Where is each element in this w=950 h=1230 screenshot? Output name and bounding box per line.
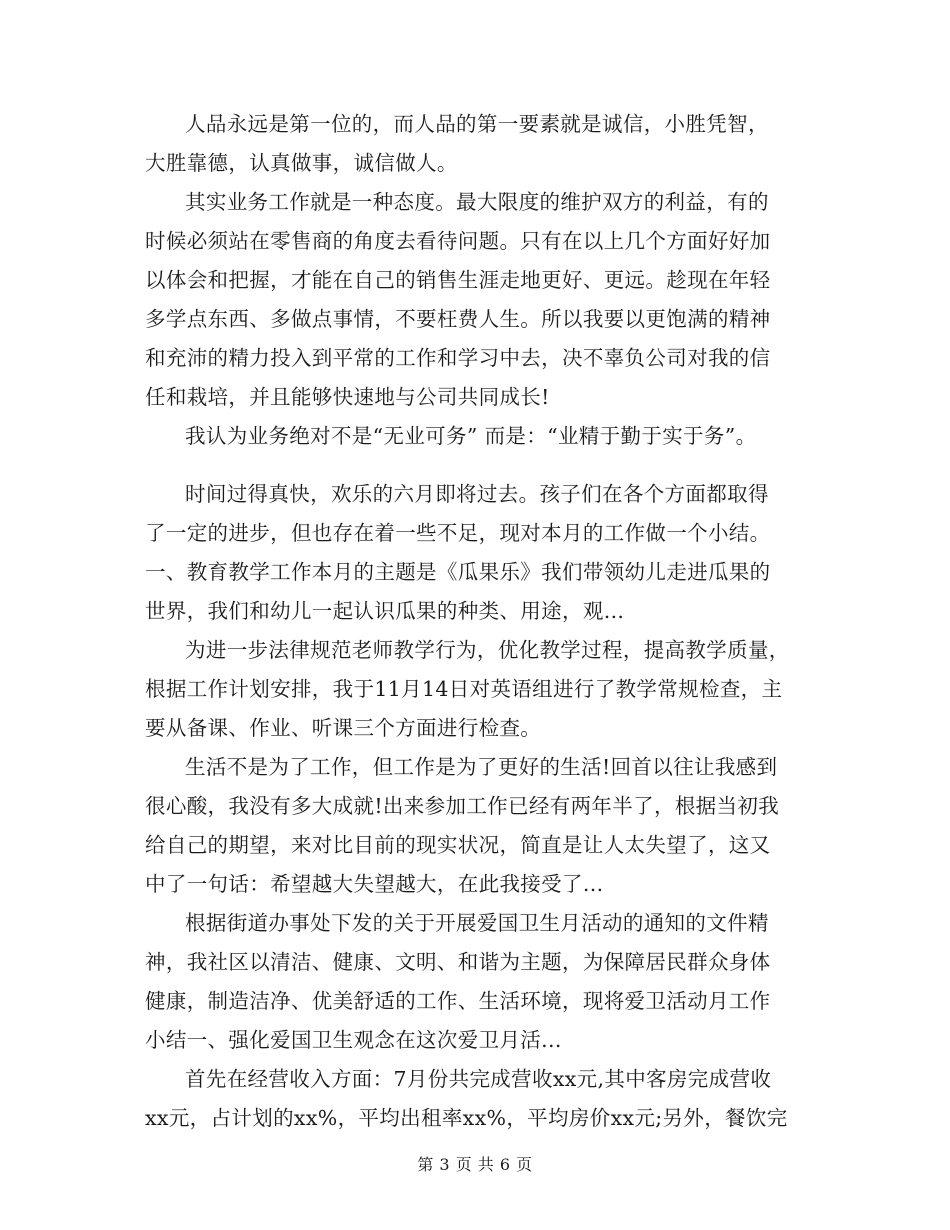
text-line: 首先在经营收入方面：7月份共完成营收xx元,其中客房完成营收 bbox=[185, 1067, 772, 1091]
text-line: 生活不是为了工作，但工作是为了更好的生活!回首以往让我感到 bbox=[185, 755, 778, 779]
text-line: 为进一步法律规范老师教学行为，优化教学过程，提高教学质量， bbox=[185, 638, 790, 662]
text-line: 了一定的进步，但也存在着一些不足，现对本月的工作做一个小结。 bbox=[145, 521, 771, 545]
text-line: 一、教育教学工作本月的主题是《瓜果乐》我们带领幼儿走进瓜果的 bbox=[145, 560, 771, 584]
text-line: 我认为业务绝对不是“无业可务” 而是：“业精于勤于实于务”。 bbox=[185, 424, 757, 448]
text-line: 和充沛的精力投入到平常的工作和学习中去，决不辜负公司对我的信 bbox=[145, 346, 771, 370]
text-line: 其实业务工作就是一种态度。最大限度的维护双方的利益，有的 bbox=[185, 190, 769, 214]
text-line: 任和栽培，并且能够快速地与公司共同成长! bbox=[145, 385, 550, 409]
text-line: 以体会和把握，才能在自己的销售生涯走地更好、更远。趁现在年轻 bbox=[145, 268, 771, 292]
text-line: 要从备课、作业、听课三个方面进行检查。 bbox=[145, 716, 542, 740]
page-number-footer: 第 3 页 共 6 页 bbox=[417, 1155, 533, 1174]
text-line: 世界，我们和幼儿一起认识瓜果的种类、用途，观... bbox=[145, 599, 625, 623]
text-line: 根据工作计划安排，我于11月14日对英语组进行了教学常规检查，主 bbox=[145, 677, 783, 701]
text-line: 中了一句话：希望越大失望越大，在此我接受了... bbox=[145, 872, 604, 896]
text-line: 神，我社区以清洁、健康、文明、和谐为主题，为保障居民群众身体 bbox=[145, 950, 771, 974]
text-line: 很心酸，我没有多大成就!出来参加工作已经有两年半了，根据当初我 bbox=[145, 794, 780, 818]
text-line: 大胜靠德，认真做事，诚信做人。 bbox=[145, 151, 458, 175]
text-line: 多学点东西、多做点事情，不要枉费人生。所以我要以更饱满的精神 bbox=[145, 307, 771, 331]
text-line: xx元，占计划的xx%，平均出租率xx%，平均房价xx元;另外，餐饮完 bbox=[145, 1106, 788, 1130]
text-line: 人品永远是第一位的，而人品的第一要素就是诚信，小胜凭智， bbox=[185, 112, 769, 136]
text-line: 给自己的期望，来对比目前的现实状况，简直是让人太失望了，这又 bbox=[145, 833, 771, 857]
text-line: 时间过得真快，欢乐的六月即将过去。孩子们在各个方面都取得 bbox=[185, 482, 769, 506]
text-line: 健康，制造洁净、优美舒适的工作、生活环境，现将爱卫活动月工作 bbox=[145, 989, 771, 1013]
text-line: 小结一、强化爱国卫生观念在这次爱卫月活... bbox=[145, 1028, 562, 1052]
text-line: 根据街道办事处下发的关于开展爱国卫生月活动的通知的文件精 bbox=[185, 911, 769, 935]
text-line: 时候必须站在零售商的角度去看待问题。只有在以上几个方面好好加 bbox=[145, 229, 771, 253]
